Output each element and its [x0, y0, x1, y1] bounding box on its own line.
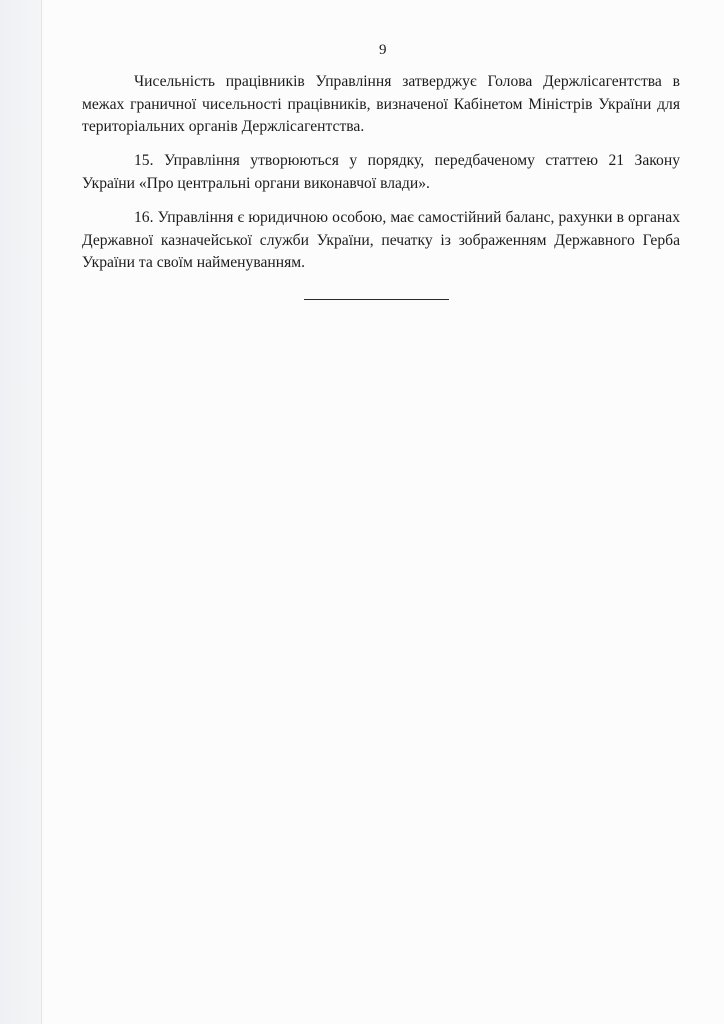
adjacent-page-edge: [0, 0, 42, 1024]
paragraph-text: 16. Управління є юридичною особою, має самостійний баланс, рахунки в органах Державної казначейської служби України, печатку із зображенням Державного Герба України та своїм найменуванням.: [82, 209, 680, 271]
paragraph-staffing: [82, 71, 680, 139]
paragraph-text: Чисельність працівників Управління затверджує Голова Держлісагентства в межах граничної чисельності працівників, визначеної Кабінетом Міністрів України для територіальних органів Держлісагентства.: [82, 73, 680, 135]
paragraph-15: [82, 150, 680, 195]
end-separator-line: [304, 299, 449, 300]
page-number: 9: [379, 42, 387, 58]
paragraph-16: [82, 207, 680, 275]
paragraph-text: 15. Управління утворюються у порядку, передбаченому статтею 21 Закону України «Про центральні органи виконавчої влади».: [82, 152, 680, 192]
document-page: [42, 0, 724, 1024]
